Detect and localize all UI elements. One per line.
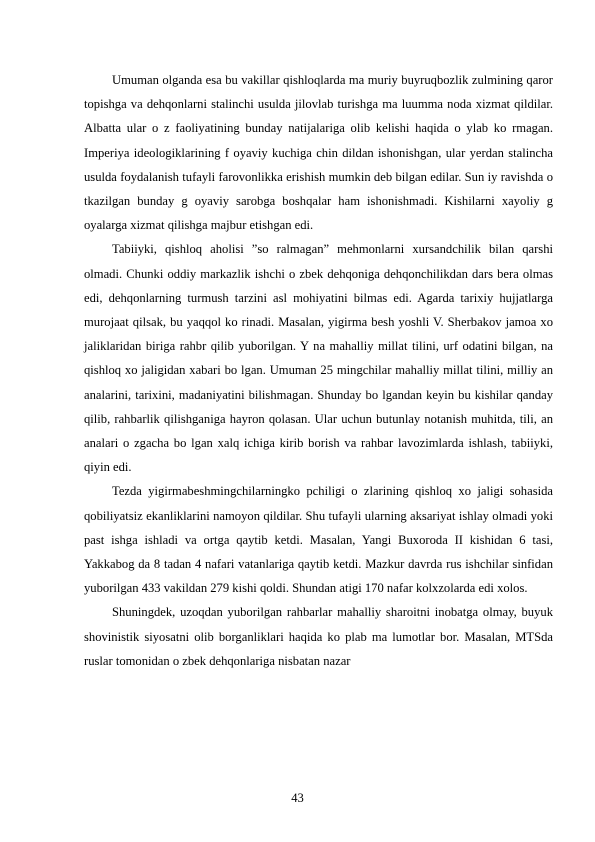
paragraph-3: Tezda yigirmabeshmingchilarningko pchiligi o zlarining qishloq xo jaligi sohasida qobiliyatsiz ekanliklarini namoyon qildilar. Shu tufayli ularning aksariyat ishlay olmadi yoki past ishga ishladi va ortga qaytib ketdi. Masalan, Yangi Buxoroda II kishidan 6 tasi, Yakkabog da 8 tadan 4 nafari vatanlariga qaytib ketdi. Mazkur davrda rus ishchilar sinfidan yuborilgan 433 vakildan 279 kishi qoldi. Shundan atigi 170 nafar kolxzolarda edi xolos. (84, 484, 553, 596)
paragraph-1: Umuman olganda esa bu vakillar qishloqlarda ma muriy buyruqbozlik zulmining qaror topishga va dehqonlarni stalinchi usulda jilovlab turishga ma luumma noda xizmat qildilar. Albatta ular o z faoliyatining bunday natijalariga olib kelishi haqida o ylab ko rmagan. Imperiya ideologiklarining f oyaviy kuchiga chin dildan ishonishgan, ular yerdan stalincha usulda foydalanish tufayli farovonlikka erishish mumkin deb bilgan edilar. Sun iy ravishda o tkazilgan bunday g oyaviy sarobga boshqalar ham ishonishmadi. Kishilarni xayoliy g oyalarga xizmat qilishga majbur etishgan edi. (84, 73, 553, 233)
page-number: 43 (291, 791, 304, 805)
paragraph-4: Shuningdek, uzoqdan yuborilgan rahbarlar mahalliy sharoitni inobatga olmay, buyuk shovinistik siyosatni olib borganliklari haqida ko plab ma lumotlar bor. Masalan, MTSda ruslar tomonidan o zbek dehqonlariga nisbatan nazar (84, 605, 553, 668)
document-page (84, 68, 553, 673)
paragraph-2: Tabiiyki, qishloq aholisi ”so ralmagan” mehmonlarni xursandchilik bilan qarshi olmadi. Chunki oddiy markazlik ishchi o zbek dehqoniga dehqonchilikdan dars bera olmas edi, dehqonlarning turmush tarzini asl mohiyatini bilmas edi. Agarda tarixiy hujjatlarga murojaat qilsak, bu yaqqol ko rinadi. Masalan, yigirma besh yoshli V. Sherbakov jamoa xo jaliklaridan biriga rahbr qilib yuborilgan. Y na mahalliy millat tilini, urf odatini bilgan, na qishloq xo jaligidan xabari bo lgan. Umuman 25 mingchilar mahalliy millat tilini, milliy an analarini, tarixini, madaniyatini bilishmagan. Shunday bo lgandan keyin bu kishilar qanday qilib, rahbarlik qilishganiga hayron qolasan. Ular uchun butunlay notanish muhitda, tili, an analari o zgacha bo lgan xalq ichiga kirib borish va rahbar lavozimlarda ishlash, tabiiyki, qiyin edi. (84, 242, 553, 475)
